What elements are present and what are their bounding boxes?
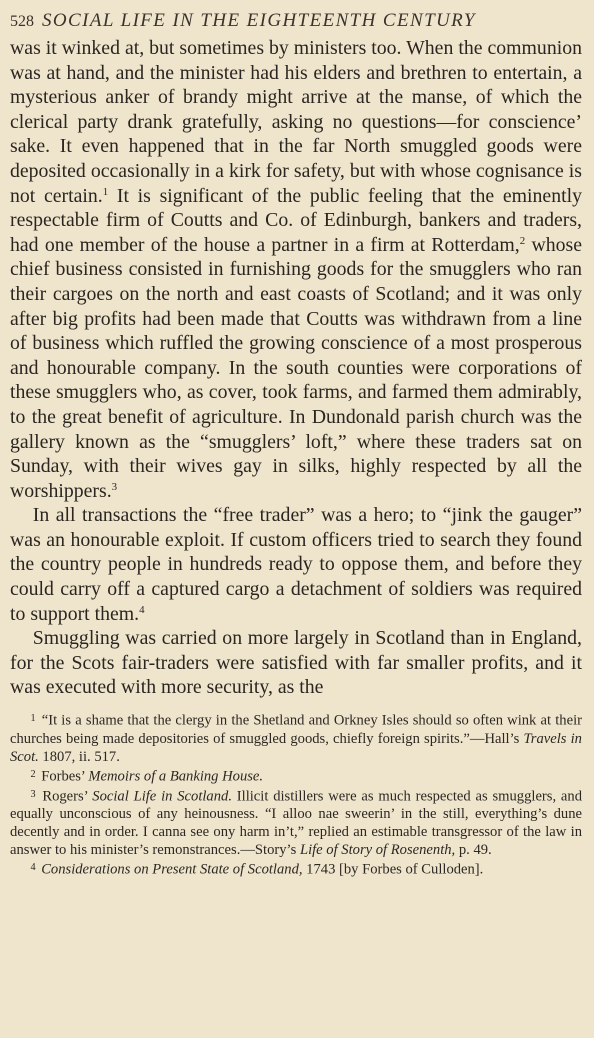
footnote-2-text-a: Forbes’ xyxy=(41,768,89,785)
footnote-ref-4: 4 xyxy=(139,603,145,616)
footnote-3-text-a: Rogers’ xyxy=(42,788,93,805)
footnote-1-title: Travels in Scot. xyxy=(10,730,582,765)
footnote-3-text-c: p. 49. xyxy=(455,842,492,859)
footnote-2-mark: 2 xyxy=(30,768,36,780)
paragraph-1-part-a: was it winked at, but sometimes by ministers too. When the communion was at hand, and the minister had his elders and brethren to entertain, a mysterious anker of brandy might arrive at the manse, of which the clerical party drank gratefully, asking no questions—for conscience’ sake. It even happened that in the far North smuggled goods were deposited occasionally in a kirk for safety, but with whose cognisance is not certain. xyxy=(10,37,582,207)
footnote-4 xyxy=(10,859,582,879)
running-title: SOCIAL LIFE IN THE EIGHTEENTH CENTURY xyxy=(42,10,476,31)
footnote-ref-1: 1 xyxy=(102,185,109,198)
footnote-1 xyxy=(10,710,582,766)
footnote-4-mark: 4 xyxy=(30,862,36,874)
footnote-1-text-b: 1807, ii. 517. xyxy=(38,748,120,765)
footnote-3-title: Social Life in Scotland. xyxy=(92,788,232,805)
running-header xyxy=(10,10,582,36)
footnote-3-mark: 3 xyxy=(30,788,36,800)
page-number: 528 xyxy=(10,13,34,30)
paragraph-2-text: In all transactions the “free trader” was a hero; to “jink the gauger” was an honourable exploit. If custom officers tried to search they found the country people in hundreds ready to oppose them, and before they could carry off a captured cargo a detachment of soldiers was required to support them. xyxy=(10,504,582,625)
footnote-4-text-b: 1743 [by Forbes of Culloden]. xyxy=(302,862,484,879)
paragraph-1-part-c: whose chief business consisted in furnishing goods for the smugglers who ran their cargoes on the north and east coasts of Scotland; and it was only after big profits had been made that Coutts was withdrawn from a line of business which ruffled the growing conscience of a most prosperous and honourable company. In the south counties were corporations of these smugglers who, as cover, took farms, and farmed them admirably, to the great benefit of agriculture. In Dundonald parish church was the gallery known as the “smugglers’ loft,” where these traders sat on Sunday, with their wives gay in silks, highly respected by all the worshippers. xyxy=(10,233,582,502)
footnote-2 xyxy=(10,766,582,786)
footnote-ref-3: 3 xyxy=(111,480,118,493)
footnote-4-title: Considerations on Present State of Scotland, xyxy=(41,862,303,879)
paragraph-3-text: Smuggling was carried on more largely in Scotland than in England, for the Scots fair-traders were satisfied with far smaller profits, and it was executed with more security, as the xyxy=(10,627,582,699)
footnote-1-text-a: “It is a shame that the clergy in the Shetland and Orkney Isles should so often wink at their churches being made depositories of smuggled goods, chiefly foreign spirits.”—Hall’s xyxy=(10,712,582,747)
paragraph-2 xyxy=(10,503,582,626)
footnote-2-title: Memoirs of a Banking House. xyxy=(88,768,264,785)
footnote-3 xyxy=(10,786,582,860)
footnote-3-text-b: Illicit distillers were as much respected as smugglers, and equally unconscious of any heinousness. “I alloo nae sweerin’ in the still, everything’s dune decently and in order. I canna see ony harm in’t,” replied an estimable transgressor of the law in answer to his minister’s remonstrances.—Story’s xyxy=(10,788,582,859)
main-text xyxy=(10,36,582,700)
footnote-1-mark: 1 xyxy=(30,713,36,725)
footnotes xyxy=(10,710,582,879)
paragraph-1-part-b: It is significant of the public feeling that the eminently respectable firm of Coutts and Co. of Edinburgh, bankers and traders, had one member of the house a partner in a firm at Rotterdam, xyxy=(10,184,582,256)
footnote-ref-2: 2 xyxy=(519,234,526,247)
paragraph-3 xyxy=(10,626,582,700)
paragraph-1 xyxy=(10,36,582,503)
footnote-3-title-2: Life of Story of Rosenenth, xyxy=(299,842,456,859)
